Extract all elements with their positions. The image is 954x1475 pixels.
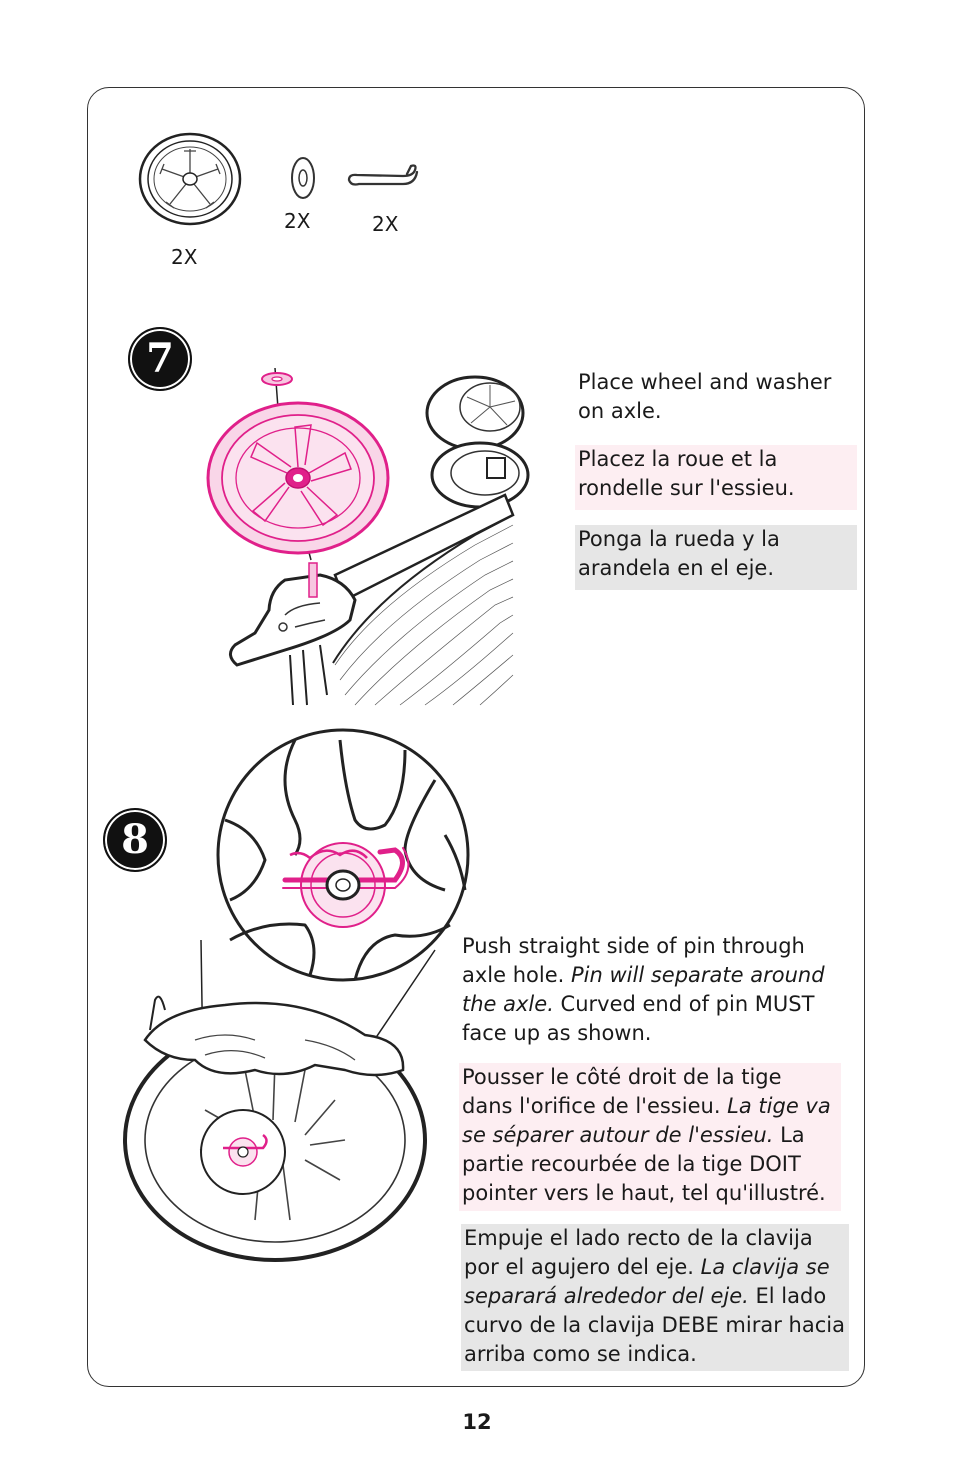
step-7-english-text: Place wheel and washer on axle. — [578, 370, 832, 423]
wheel-quantity: 2X — [171, 245, 198, 269]
step-7-french-text: Placez la roue et la rondelle sur l'essieu. — [575, 445, 857, 510]
pin-part-icon — [345, 162, 423, 192]
page-number: 12 — [462, 1410, 492, 1434]
step-7-badge: 7 — [128, 327, 192, 391]
wheel-part-icon — [138, 132, 242, 226]
step-7-illustration — [225, 365, 515, 707]
step-8-illustration — [105, 740, 475, 1240]
washer-quantity: 2X — [284, 209, 311, 233]
step-8-english-text: Push straight side of pin through axle hole. Pin will separate around the axle. Curved end of pin MUST face up as shown. — [462, 934, 825, 1045]
step-8-badge: 8 — [103, 808, 167, 872]
step-7-spanish-text: Ponga la rueda y la arandela en el eje. — [575, 525, 857, 590]
step-8-french-text: Pousser le côté droit de la tige dans l'orifice de l'essieu. La tige va se séparer autour de l'essieu. La partie recourbée de la tige DOIT pointer vers le haut, tel qu'illustré. — [459, 1063, 841, 1211]
washer-part-icon — [288, 155, 318, 201]
pin-quantity: 2X — [372, 212, 399, 236]
step-8-spanish-text: Empuje el lado recto de la clavija por el agujero del eje. La clavija se separará alrededor del eje. El lado curvo de la clavija DEBE mirar hacia arriba como se indica. — [461, 1224, 849, 1371]
